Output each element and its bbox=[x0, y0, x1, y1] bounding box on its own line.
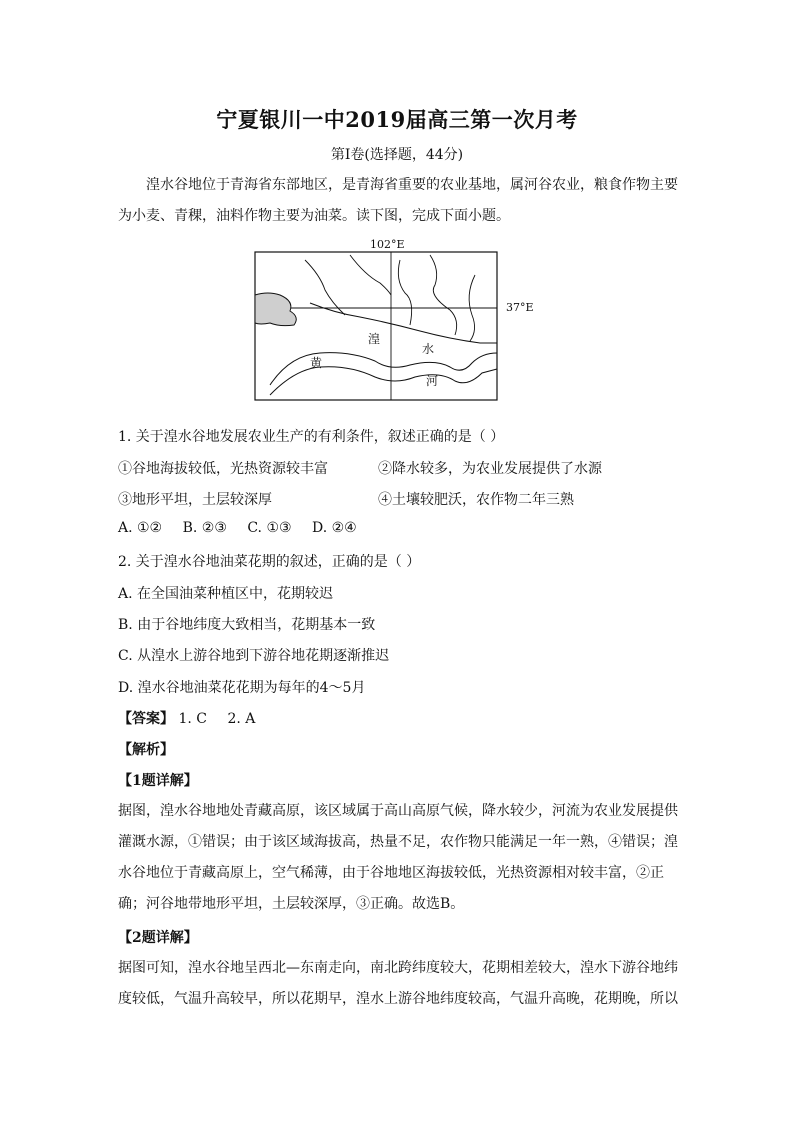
q2-option-b[interactable]: B. 由于谷地纬度大致相当，花期基本一致 bbox=[118, 617, 376, 633]
analysis-label: 【解析】 bbox=[118, 742, 174, 758]
answer-row bbox=[118, 708, 271, 728]
map-char-yellow: 黄 bbox=[310, 356, 323, 370]
q1-stem: 1. 关于湟水谷地发展农业生产的有利条件，叙述正确的是（ ） bbox=[118, 429, 505, 445]
q2-option-d[interactable]: D. 湟水谷地油菜花花期为每年的4～5月 bbox=[118, 680, 366, 696]
q2-option-c[interactable]: C. 从湟水上游谷地到下游谷地花期逐渐推迟 bbox=[118, 648, 390, 664]
q1-choice-b[interactable]: B. ②③ bbox=[182, 520, 227, 536]
page-title: 宁夏银川一中2019届高三第一次月考 bbox=[216, 107, 578, 132]
answer-1: 1. C bbox=[178, 711, 207, 727]
detail-2-label: 【2题详解】 bbox=[118, 930, 198, 946]
map-char-shui: 水 bbox=[422, 342, 435, 356]
q2-option-a[interactable]: A. 在全国油菜种植区中，花期较迟 bbox=[118, 586, 334, 602]
huangshui-river bbox=[310, 303, 497, 343]
latitude-label: 37°E bbox=[506, 301, 534, 314]
intro-paragraph: 湟水谷地位于青海省东部地区，是青海省重要的农业基地，属河谷农业，粮食作物主要为小麦、青稞，油料作物主要为油菜。读下图，完成下面小题。 bbox=[118, 177, 678, 224]
map-char-huang: 湟 bbox=[368, 332, 381, 346]
tributary bbox=[305, 260, 345, 315]
q1-item-1: ①谷地海拔较低，光热资源较丰富 bbox=[118, 461, 328, 477]
q1-choice-a[interactable]: A. ①② bbox=[118, 520, 163, 536]
q2-stem: 2. 关于湟水谷地油菜花期的叙述，正确的是（ ） bbox=[118, 554, 421, 570]
yellow-river-bank bbox=[270, 367, 497, 395]
q1-item-4: ④土壤较肥沃，农作物二年三熟 bbox=[378, 492, 574, 508]
detail-2-text: 据图可知，湟水谷地呈西北—东南走向，南北跨纬度较大，花期相差较大，湟水下游谷地纬度较低，气温升高较早，所以花期早，湟水上游谷地纬度较高，气温升高晚，花期晚，所以 bbox=[118, 960, 678, 1007]
longitude-label: 102°E bbox=[370, 238, 405, 251]
section-subtitle: 第Ⅰ卷(选择题，44分) bbox=[330, 147, 464, 163]
answer-2: 2. A bbox=[227, 711, 256, 727]
detail-1-label: 【1题详解】 bbox=[118, 773, 198, 789]
q1-choice-d[interactable]: D. ②④ bbox=[312, 520, 357, 536]
q1-item-3: ③地形平坦，土层较深厚 bbox=[118, 492, 272, 508]
lake-shape bbox=[255, 293, 296, 326]
map-char-he: 河 bbox=[426, 374, 439, 388]
answer-label: 【答案】 bbox=[118, 711, 174, 727]
huangshui-map bbox=[250, 235, 550, 405]
tributary bbox=[430, 255, 457, 335]
q1-item-2: ②降水较多，为农业发展提供了水源 bbox=[378, 461, 602, 477]
tributary bbox=[350, 255, 391, 295]
q1-choice-c[interactable]: C. ①③ bbox=[247, 520, 292, 536]
tributary bbox=[398, 260, 411, 325]
detail-1-text: 据图，湟水谷地地处青藏高原，该区域属于高山高原气候，降水较少，河流为农业发展提供灌溉水源，①错误；由于该区域海拔高，热量不足，农作物只能满足一年一熟，④错误；湟水谷地位于青藏高原上，空气稀薄，由于谷地地区海拔较低，光热资源相对较丰富，②正确；河谷地带地形平坦，土层较深厚，③正确。故选B。 bbox=[118, 803, 678, 912]
q1-choices bbox=[118, 520, 373, 536]
